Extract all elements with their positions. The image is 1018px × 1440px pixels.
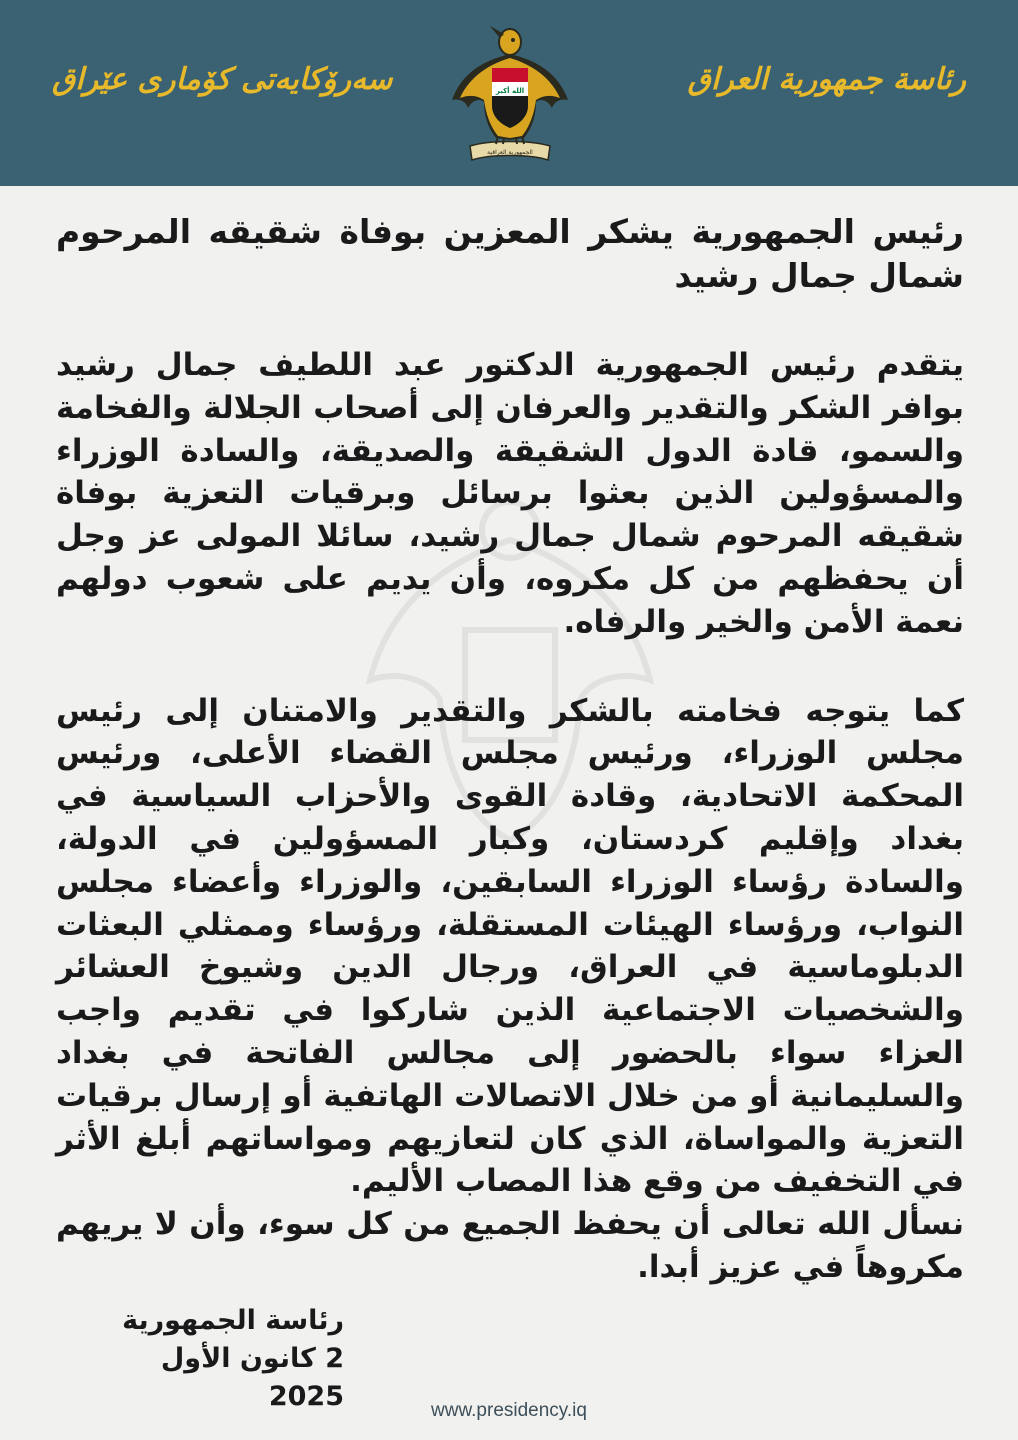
header-band: [0, 0, 1018, 186]
statement-body: [56, 210, 964, 1335]
statement-headline: رئيس الجمهورية يشكر المعزين بوفاة شقيقه المرحوم شمال جمال رشيد: [56, 212, 964, 295]
kurdish-title: سەرۆکایەتی کۆماری عێراق: [52, 62, 393, 97]
statement-paragraph-2: كما يتوجه فخامته بالشكر والتقدير والامتنان إلى رئيس مجلس الوزراء، ورئيس مجلس القضاء الأعلى، ورئيس المحكمة الاتحادية، وقادة القوى والأحزاب السياسية في بغداد وإقليم كردستان، وكبار المسؤولين في الدولة، والسادة رؤساء الوزراء السابقين، والوزراء وأعضاء مجلس النواب، ورؤساء الهيئات المستقلة، ورؤساء وممثلي البعثات الدبلوماسية في العراق، ورجال الدين وشيوخ العشائر والشخصيات الاجتماعية الذين شاركوا في تقديم واجب العزاء سواء بالحضور إلى مجالس الفاتحة في بغداد والسليمانية أو من خلال الاتصالات الهاتفية أو إرسال برقيات التعزية والمواساة، الذي كان لتعازيهم ومواساتهم أبلغ الأثر في التخفيف من وقع هذا المصاب الأليم.: [56, 692, 964, 1200]
arabic-title: رئاسة جمهورية العراق: [687, 62, 966, 97]
signature-date: 2 كانون الأول 2025: [160, 1343, 344, 1412]
emblem-flag-text: الله أكبر: [495, 87, 525, 95]
statement-paragraph-3: نسأل الله تعالى أن يحفظ الجميع من كل سوء، وأن لا يريهم مكروهاً في عزيز أبدا.: [56, 1206, 964, 1285]
signature-issuer: رئاسة الجمهورية: [122, 1305, 344, 1336]
iraq-eagle-emblem-icon: [440, 20, 580, 172]
statement-paragraph-1: يتقدم رئيس الجمهورية الدكتور عبد اللطيف جمال رشيد بوافر الشكر والتقدير والعرفان إلى أصحاب الجلالة والفخامة والسمو، قادة الدول الشقيقة والصديقة، والسادة الوزراء والمسؤولين الذين بعثوا برسائل وبرقيات التعزية بوفاة شقيقه المرحوم شمال جمال رشيد، سائلا المولى عز وجل أن يحفظهم من كل مكروه، وأن يديم على شعوب دولهم نعمة الأمن والخير والرفاه.: [56, 347, 964, 640]
emblem-scroll-text: الجمهورية العراقية: [487, 149, 533, 156]
signature-block: [84, 1302, 344, 1416]
footer-website-link[interactable]: www.presidency.iq: [431, 1400, 587, 1421]
